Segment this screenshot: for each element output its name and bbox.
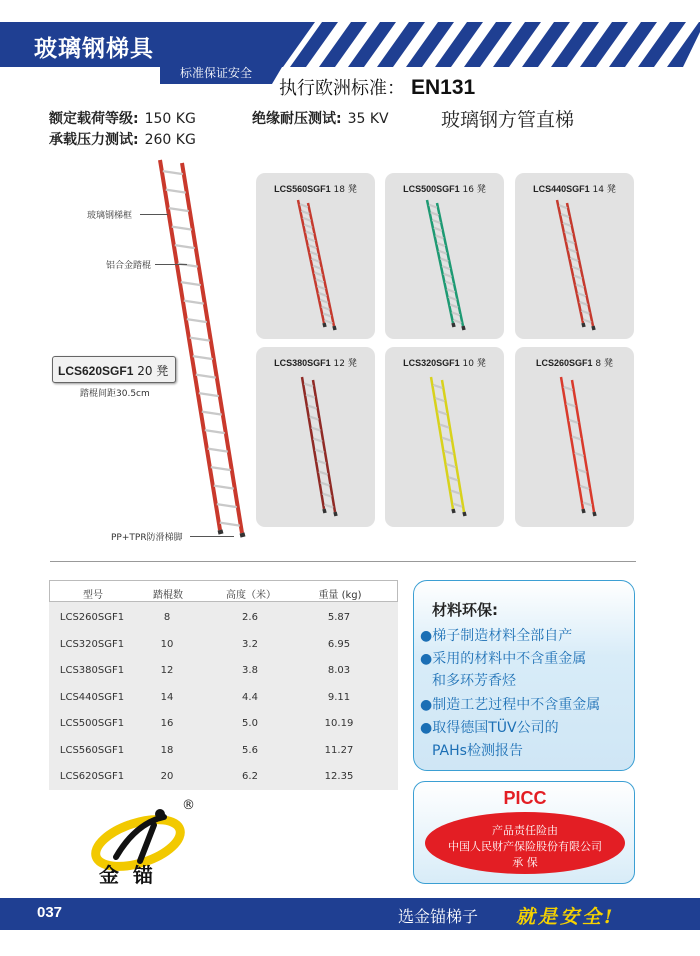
env-line: PAHs检测报告 (432, 743, 523, 759)
section-divider (50, 561, 636, 562)
ladder-rung (449, 477, 458, 480)
ladder-foot (594, 512, 595, 516)
ladder-rung (317, 286, 325, 289)
spec-load-value: 150 KG (144, 111, 196, 127)
ladder-rung (435, 235, 443, 238)
ladder-rung (433, 385, 442, 388)
header-model: 型号 (83, 590, 103, 601)
table-cell: 6.2 (242, 771, 258, 782)
spec-pressure-label: 承载压力测试: (49, 132, 139, 148)
spec-insulation-label: 绝缘耐压测试: (252, 111, 342, 127)
spec-load-label: 额定载荷等级: (49, 111, 139, 127)
picc-line-3: 承 保 (512, 856, 538, 869)
ladder-foot (335, 512, 336, 516)
ladder-rung (580, 302, 588, 305)
ladder-rung (317, 461, 326, 464)
brand-name: 金锚 (99, 863, 167, 887)
ladder-rung (445, 281, 453, 284)
ladder-foot (220, 530, 221, 534)
standard-label: 执行欧洲标准： (279, 78, 405, 99)
ladder-rung (431, 212, 439, 215)
ladder-rung (208, 449, 228, 452)
card-model: LCS380SGF1 (274, 358, 331, 368)
table-cell: 12.35 (324, 771, 354, 782)
ladder-rung (181, 282, 201, 285)
ladder-rung (310, 252, 318, 255)
registered-mark: ® (182, 798, 195, 813)
page-title: 玻璃钢梯具 (34, 36, 154, 62)
card-steps: 14 凳 (589, 185, 616, 195)
table-cell: 18 (160, 744, 174, 756)
spec-pressure-value: 260 KG (144, 132, 196, 148)
footer-slogan-highlight: 就是安全! (516, 906, 616, 928)
ladder-rung (440, 425, 449, 428)
card-ladder-image (515, 173, 634, 353)
ladder-foot (324, 509, 325, 513)
card-model: LCS440SGF1 (533, 184, 590, 194)
ladder-foot (453, 323, 454, 327)
ladder-rung (313, 439, 322, 442)
ladder-rung (442, 266, 450, 269)
ladder-rung (322, 307, 330, 310)
main-steps: 20 凳 (137, 364, 169, 378)
callout-line-foot (190, 536, 234, 537)
ladder-rung (316, 279, 324, 282)
ladder-rung (448, 297, 456, 300)
picc-box (413, 781, 635, 884)
table-cell: 16 (160, 718, 174, 729)
ladder-rung (301, 211, 309, 214)
table-cell: 5.6 (242, 744, 258, 756)
ladder-rung (576, 284, 584, 287)
ladder-rung (432, 220, 440, 223)
ladder-rung (581, 311, 589, 314)
card-steps: 8 凳 (592, 359, 613, 369)
ladder-rung (561, 214, 569, 217)
table-cell: 4.4 (242, 691, 258, 703)
ladder-rung (434, 228, 442, 231)
label-frame: 玻璃钢梯框 (87, 211, 133, 221)
ladder-rung (451, 491, 460, 494)
ladder-rung (565, 232, 573, 235)
ladder-rung (220, 523, 240, 526)
picc-title: PICC (503, 788, 547, 808)
ladder-rail-left (561, 377, 583, 509)
ladder-rung (300, 204, 308, 207)
ladder-rung (322, 494, 331, 497)
ladder-rung (190, 338, 210, 341)
ladder-rung (583, 319, 591, 322)
table-cell: 11.27 (324, 744, 354, 756)
table-cell: 8.03 (327, 665, 351, 676)
ladder-rung (580, 486, 589, 489)
model-card (515, 347, 634, 527)
header-height: 高度（米） (226, 590, 276, 601)
ladder-rung (311, 428, 320, 431)
ladder-rung (438, 411, 447, 414)
environment-title: 材料环保: (432, 601, 498, 619)
card-model: LCS260SGF1 (536, 358, 593, 368)
ladder-rung (304, 384, 313, 387)
ladder-foot (453, 509, 454, 513)
ladder-foot (583, 323, 584, 327)
ladder-rung (439, 251, 447, 254)
model-card (385, 173, 504, 339)
model-card (515, 173, 634, 339)
page-number: 037 (37, 904, 63, 921)
spec-load (49, 108, 196, 128)
header-steps: 踏棍数 (153, 590, 183, 601)
env-line: ●取得德国TÜV公司的 (420, 720, 559, 736)
ladder-rung (214, 486, 234, 489)
ladder-rung (444, 274, 452, 277)
ladder-rung (447, 464, 456, 467)
env-line: ●采用的材料中不含重金属 (420, 651, 587, 667)
table-cell: 20 (160, 771, 174, 782)
card-ladder-image (256, 347, 375, 527)
spec-insulation-value: 35 KV (347, 111, 389, 127)
standard-code: EN131 (411, 76, 476, 99)
env-line: ●制造工艺过程中不含重金属 (420, 697, 601, 713)
card-ladder-image (385, 347, 504, 527)
ladder-rail-left (431, 377, 453, 509)
ladder-foot (324, 323, 325, 327)
card-steps: 10 凳 (459, 359, 486, 369)
table-cell: 5.87 (327, 612, 351, 623)
table-cell: 9.11 (327, 691, 351, 703)
ladder-foot (464, 512, 465, 516)
ladder-rung (319, 472, 328, 475)
card-steps: 16 凳 (459, 185, 486, 195)
ladder-rung (315, 450, 324, 453)
ladder-rung (575, 453, 584, 456)
ladder-rung (211, 467, 231, 470)
table-cell: 5.0 (242, 718, 258, 729)
ladder-rung (193, 356, 213, 359)
ladder-rung (569, 420, 578, 423)
main-model-box (52, 356, 176, 383)
ladder-rung (437, 243, 445, 246)
ladder-rung (570, 258, 578, 261)
table-cell: 8 (163, 612, 171, 623)
ladder-rung (306, 395, 315, 398)
table-cell: LCS560SGF1 (59, 744, 125, 756)
ladder-rung (453, 320, 461, 323)
ladder-foot (583, 509, 584, 513)
table-cell: 10 (160, 638, 174, 650)
picc-line-2: 中国人民财产保险股份有限公司 (448, 840, 602, 853)
ladder-rung (566, 403, 575, 406)
main-model: LCS620SGF1 (58, 364, 134, 378)
ladder-rung (572, 436, 581, 439)
ladder-rung (313, 266, 321, 269)
model-card (385, 347, 504, 527)
ladder-rail-right (572, 380, 594, 512)
table-cell: 10.19 (324, 718, 354, 729)
page-subtitle: 标准保证安全 (180, 66, 253, 80)
table-cell: 12 (160, 665, 174, 676)
table-cell: 2.6 (242, 612, 258, 623)
ladder-rung (578, 293, 586, 296)
ladder-rung (311, 259, 319, 262)
card-steps: 18 凳 (330, 185, 357, 195)
card-ladder-image (515, 347, 634, 527)
ladder-rung (304, 225, 312, 228)
ladder-rung (564, 387, 573, 390)
ladder-rung (323, 313, 331, 316)
model-card (256, 173, 375, 339)
ladder-rung (583, 502, 592, 505)
table-cell: 3.2 (242, 638, 258, 650)
picc-line-1: 产品责任险由 (492, 824, 558, 837)
ladder-rung (199, 393, 219, 396)
ladder-rung (314, 272, 322, 275)
ladder-rung (169, 208, 189, 211)
card-model: LCS500SGF1 (403, 184, 460, 194)
card-model: LCS320SGF1 (403, 358, 460, 368)
card-ladder-image (256, 173, 375, 353)
callout-line-frame (140, 214, 168, 215)
ladder-rung (303, 218, 311, 221)
ladder-rung (310, 417, 319, 420)
table-cell: LCS440SGF1 (59, 691, 125, 703)
ladder-rung (175, 245, 195, 248)
env-line: ●梯子制造材料全部自产 (420, 628, 573, 644)
ladder-rung (567, 240, 575, 243)
ladder-rung (320, 300, 328, 303)
ladder-rung (202, 412, 222, 415)
footer-slogan: 选金锚梯子 (398, 907, 479, 926)
ladder-rung (319, 293, 327, 296)
header-weight: 重量 (kg) (318, 590, 362, 601)
ladder-rung (163, 171, 183, 174)
standard-line (279, 74, 475, 100)
ladder-foot (334, 326, 335, 330)
spec-table (49, 580, 398, 790)
ladder-rung (572, 267, 580, 270)
table-cell: LCS500SGF1 (59, 718, 125, 729)
env-line: 和多环芳香烃 (432, 673, 516, 689)
spec-pressure (49, 129, 196, 149)
ladder-rung (306, 231, 314, 234)
product-name: 玻璃钢方管直梯 (441, 109, 575, 131)
table-header (49, 580, 398, 602)
environment-box (413, 580, 635, 771)
ladder-rung (444, 451, 453, 454)
ladder-rung (184, 301, 204, 304)
ladder-rung (321, 483, 330, 486)
table-cell: LCS620SGF1 (59, 771, 125, 782)
ladder-rung (447, 289, 455, 292)
ladder-rung (452, 312, 460, 315)
table-cell: 14 (160, 691, 174, 703)
ladder-foot (593, 326, 594, 330)
card-model: LCS560SGF1 (274, 184, 331, 194)
rung-spacing: 踏棍间距30.5cm (80, 389, 150, 399)
ladder-foot (463, 326, 464, 330)
ladder-rung (453, 504, 462, 507)
ladder-rung (187, 319, 207, 322)
spec-insulation (252, 108, 389, 128)
ladder-rung (324, 505, 333, 508)
label-foot: PP+TPR防滑梯脚 (111, 533, 183, 543)
table-cell: 6.95 (327, 638, 351, 650)
ladder-rung (205, 430, 225, 433)
ladder-rung (440, 258, 448, 261)
ladder-rung (577, 469, 586, 472)
ladder-rung (442, 438, 451, 441)
ladder-rung (172, 227, 192, 230)
ladder-rung (166, 190, 186, 193)
ladder-foot (242, 533, 243, 537)
card-ladder-image (385, 173, 504, 353)
ladder-rung (307, 238, 315, 241)
ladder-rung (559, 205, 567, 208)
ladder-rung (563, 223, 571, 226)
ladder-rung (450, 305, 458, 308)
model-card (256, 347, 375, 527)
card-steps: 12 凳 (330, 359, 357, 369)
table-cell: LCS260SGF1 (59, 612, 125, 623)
callout-line-rung (155, 264, 187, 265)
label-rung: 铝合金踏棍 (106, 261, 152, 271)
table-cell: 3.8 (242, 665, 258, 676)
table-cell: LCS320SGF1 (59, 638, 125, 650)
ladder-rung (436, 398, 445, 401)
ladder-rung (308, 406, 317, 409)
ladder-rung (568, 249, 576, 252)
ladder-rail-right (313, 380, 335, 512)
table-cell: LCS380SGF1 (59, 665, 125, 676)
ladder-rung (429, 205, 437, 208)
ladder-rung (217, 504, 237, 507)
ladder-rung (574, 276, 582, 279)
ladder-rung (309, 245, 317, 248)
ladder-rung (196, 375, 216, 378)
